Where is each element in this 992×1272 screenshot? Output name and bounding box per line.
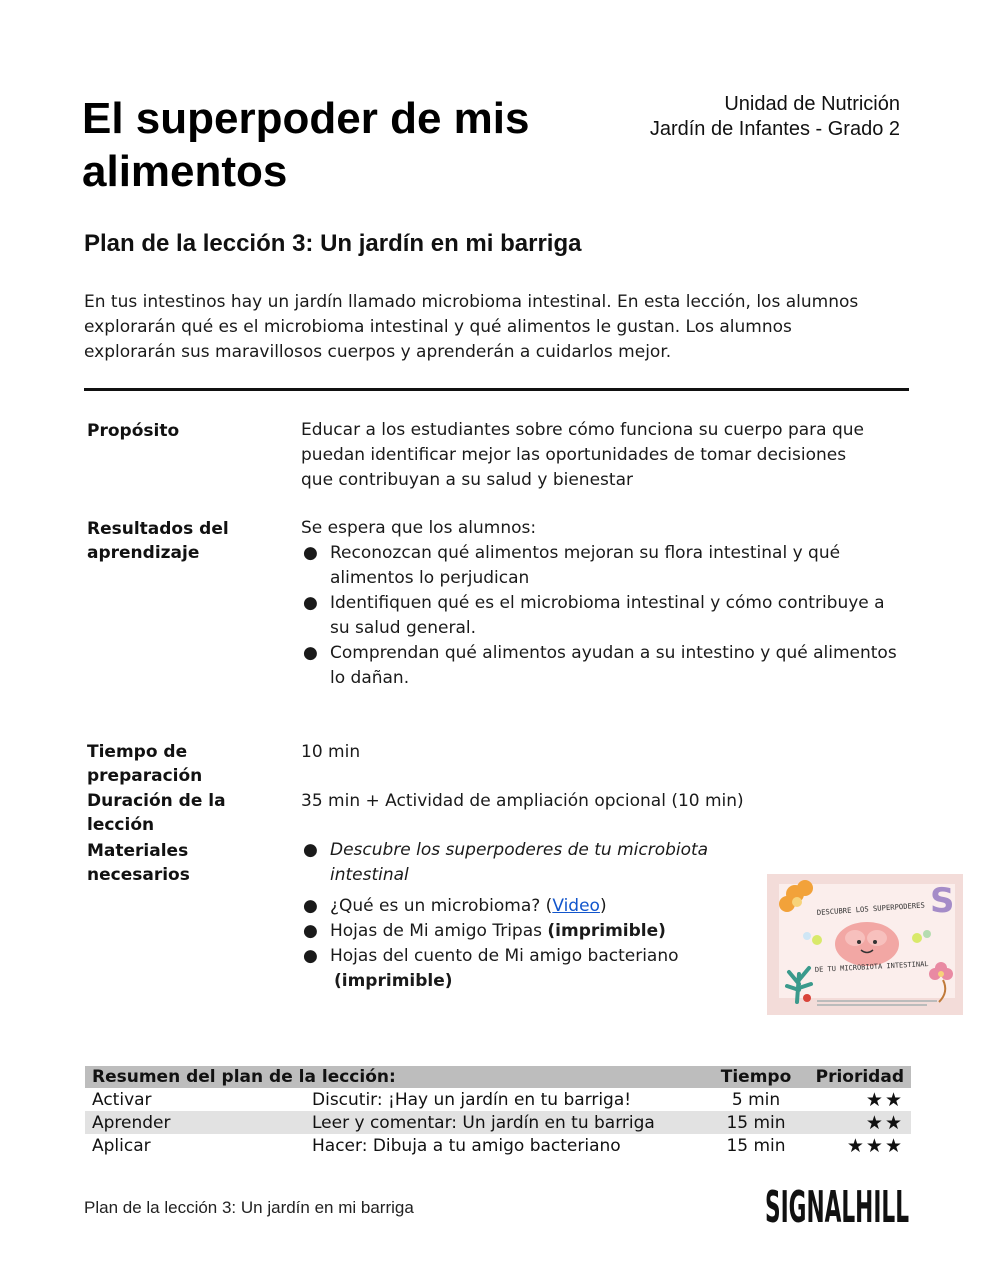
lesson-summary-table: [85, 1066, 911, 1157]
purpose-label: Propósito: [87, 421, 180, 441]
table-header-row: [85, 1066, 911, 1088]
grade-range: Jardín de Infantes - Grado 2: [649, 118, 900, 140]
phase-cell: Aprender: [85, 1111, 305, 1134]
printable-tag: (imprimible): [547, 921, 666, 941]
printable-tag: (imprimible): [334, 971, 453, 991]
time-cell: 15 min: [726, 1135, 786, 1156]
outcomes-lead: Se espera que los alumnos:: [301, 518, 537, 538]
table-row: [85, 1088, 911, 1111]
priority-stars: ★★★: [846, 1134, 904, 1157]
summary-header: Resumen del plan de la lección:: [85, 1066, 709, 1088]
divider: [84, 388, 909, 391]
outcome-text: Identifiquen qué es el microbioma intestinal y cómo contribuye a su salud general.: [330, 593, 885, 638]
time-cell: 15 min: [709, 1111, 803, 1134]
list-item: ● Comprendan qué alimentos ayudan a su intestino y qué alimentos lo dañan.: [303, 643, 897, 688]
page-footer: Plan de la lección 3: Un jardín en mi barriga: [84, 1198, 414, 1217]
prep-time-label: Tiempo de preparación: [87, 742, 203, 786]
list-item: ● ¿Qué es un microbioma? (Video): [303, 896, 607, 916]
logo-text: SIGNALHILL: [765, 1182, 909, 1230]
unit-name: Unidad de Nutrición: [724, 93, 900, 115]
microbiota-cover-image: [767, 874, 963, 1015]
material-text: ¿Qué es un microbioma? (: [330, 896, 553, 916]
activity-cell: Hacer: Dibuja a tu amigo bacteriano: [312, 1135, 621, 1156]
purpose-text: Educar a los estudiantes sobre cómo funciona su cuerpo para que puedan identificar mejor las oportunidades de tomar decisiones que contribuyan a su salud y bienestar: [301, 420, 865, 490]
activity-cell: Discutir: ¡Hay un jardín en tu barriga!: [312, 1089, 632, 1110]
outcome-text: Reconozcan qué alimentos mejoran su flora intestinal y qué alimentos lo perjudican: [330, 543, 841, 588]
list-item: ● Reconozcan qué alimentos mejoran su flora intestinal y qué alimentos lo perjudican: [303, 543, 841, 588]
cover-subheading: DE TU MICROBIOTA INTESTINAL: [814, 960, 929, 974]
list-item: ● Identifiquen qué es el microbioma intestinal y cómo contribuye a su salud general.: [303, 593, 885, 638]
cover-fine-print: [817, 1000, 937, 1002]
outcomes-list: [301, 541, 901, 691]
material-text: Hojas del cuento de Mi amigo bacteriano: [330, 946, 679, 966]
cover-heading: DESCUBRE LOS SUPERPODERES: [816, 900, 926, 917]
duration-value: 35 min + Actividad de ampliación opcional (10 min): [301, 791, 744, 811]
materials-label: Materiales necesarios: [87, 841, 190, 885]
prep-time-value: 10 min: [301, 742, 361, 762]
list-item: ● Descubre los superpoderes de tu microbiota intestinal: [303, 840, 709, 885]
ladybug-icon: [803, 994, 811, 1002]
letter-s: S: [930, 881, 955, 921]
activity-cell: Leer y comentar: Un jardín en tu barriga: [305, 1111, 709, 1134]
material-text: Hojas de Mi amigo Tripas: [330, 921, 548, 941]
intro-paragraph: En tus intestinos hay un jardín llamado microbioma intestinal. En esta lección, los alumnos explorarán qué es el microbioma intestinal y qué alimentos le gustan. Los alumnos explorarán sus maravillosos cuerpos y aprenderán a cuidarlos mejor.: [84, 292, 859, 362]
list-item: ● Hojas de Mi amigo Tripas (imprimible): [303, 921, 666, 941]
outcomes-block: [301, 516, 901, 691]
lesson-title: Plan de la lección 3: Un jardín en mi barriga: [84, 230, 582, 257]
list-item: ● Hojas del cuento de Mi amigo bacteriano (imprimible): [303, 946, 679, 991]
phase-cell: Activar: [92, 1089, 152, 1110]
signalhill-logo: [765, 1176, 911, 1230]
gut-character-icon: [835, 922, 899, 966]
page-title: El superpoder de mis alimentos: [82, 94, 530, 196]
materials-list: [301, 838, 771, 994]
duration-label: Duración de la lección: [87, 791, 226, 835]
priority-stars: ★★: [803, 1111, 911, 1134]
material-text: ): [599, 896, 607, 916]
materials-block: [301, 838, 771, 994]
unit-info: [650, 92, 900, 142]
priority-stars: ★★: [865, 1088, 904, 1111]
outcome-text: Comprendan qué alimentos ayudan a su intestino y qué alimentos lo dañan.: [330, 643, 897, 688]
outcomes-label: Resultados del aprendizaje: [87, 519, 229, 563]
table-row: [85, 1134, 911, 1157]
time-cell: 5 min: [731, 1089, 781, 1110]
priority-header: Prioridad: [803, 1066, 911, 1088]
time-header: Tiempo: [709, 1066, 803, 1088]
video-link[interactable]: Video: [552, 896, 600, 916]
table-row: [85, 1111, 911, 1134]
phase-cell: Aplicar: [92, 1135, 151, 1156]
material-title: Descubre los superpoderes de tu microbiota intestinal: [330, 840, 709, 885]
cover-fine-print: [817, 1004, 927, 1006]
